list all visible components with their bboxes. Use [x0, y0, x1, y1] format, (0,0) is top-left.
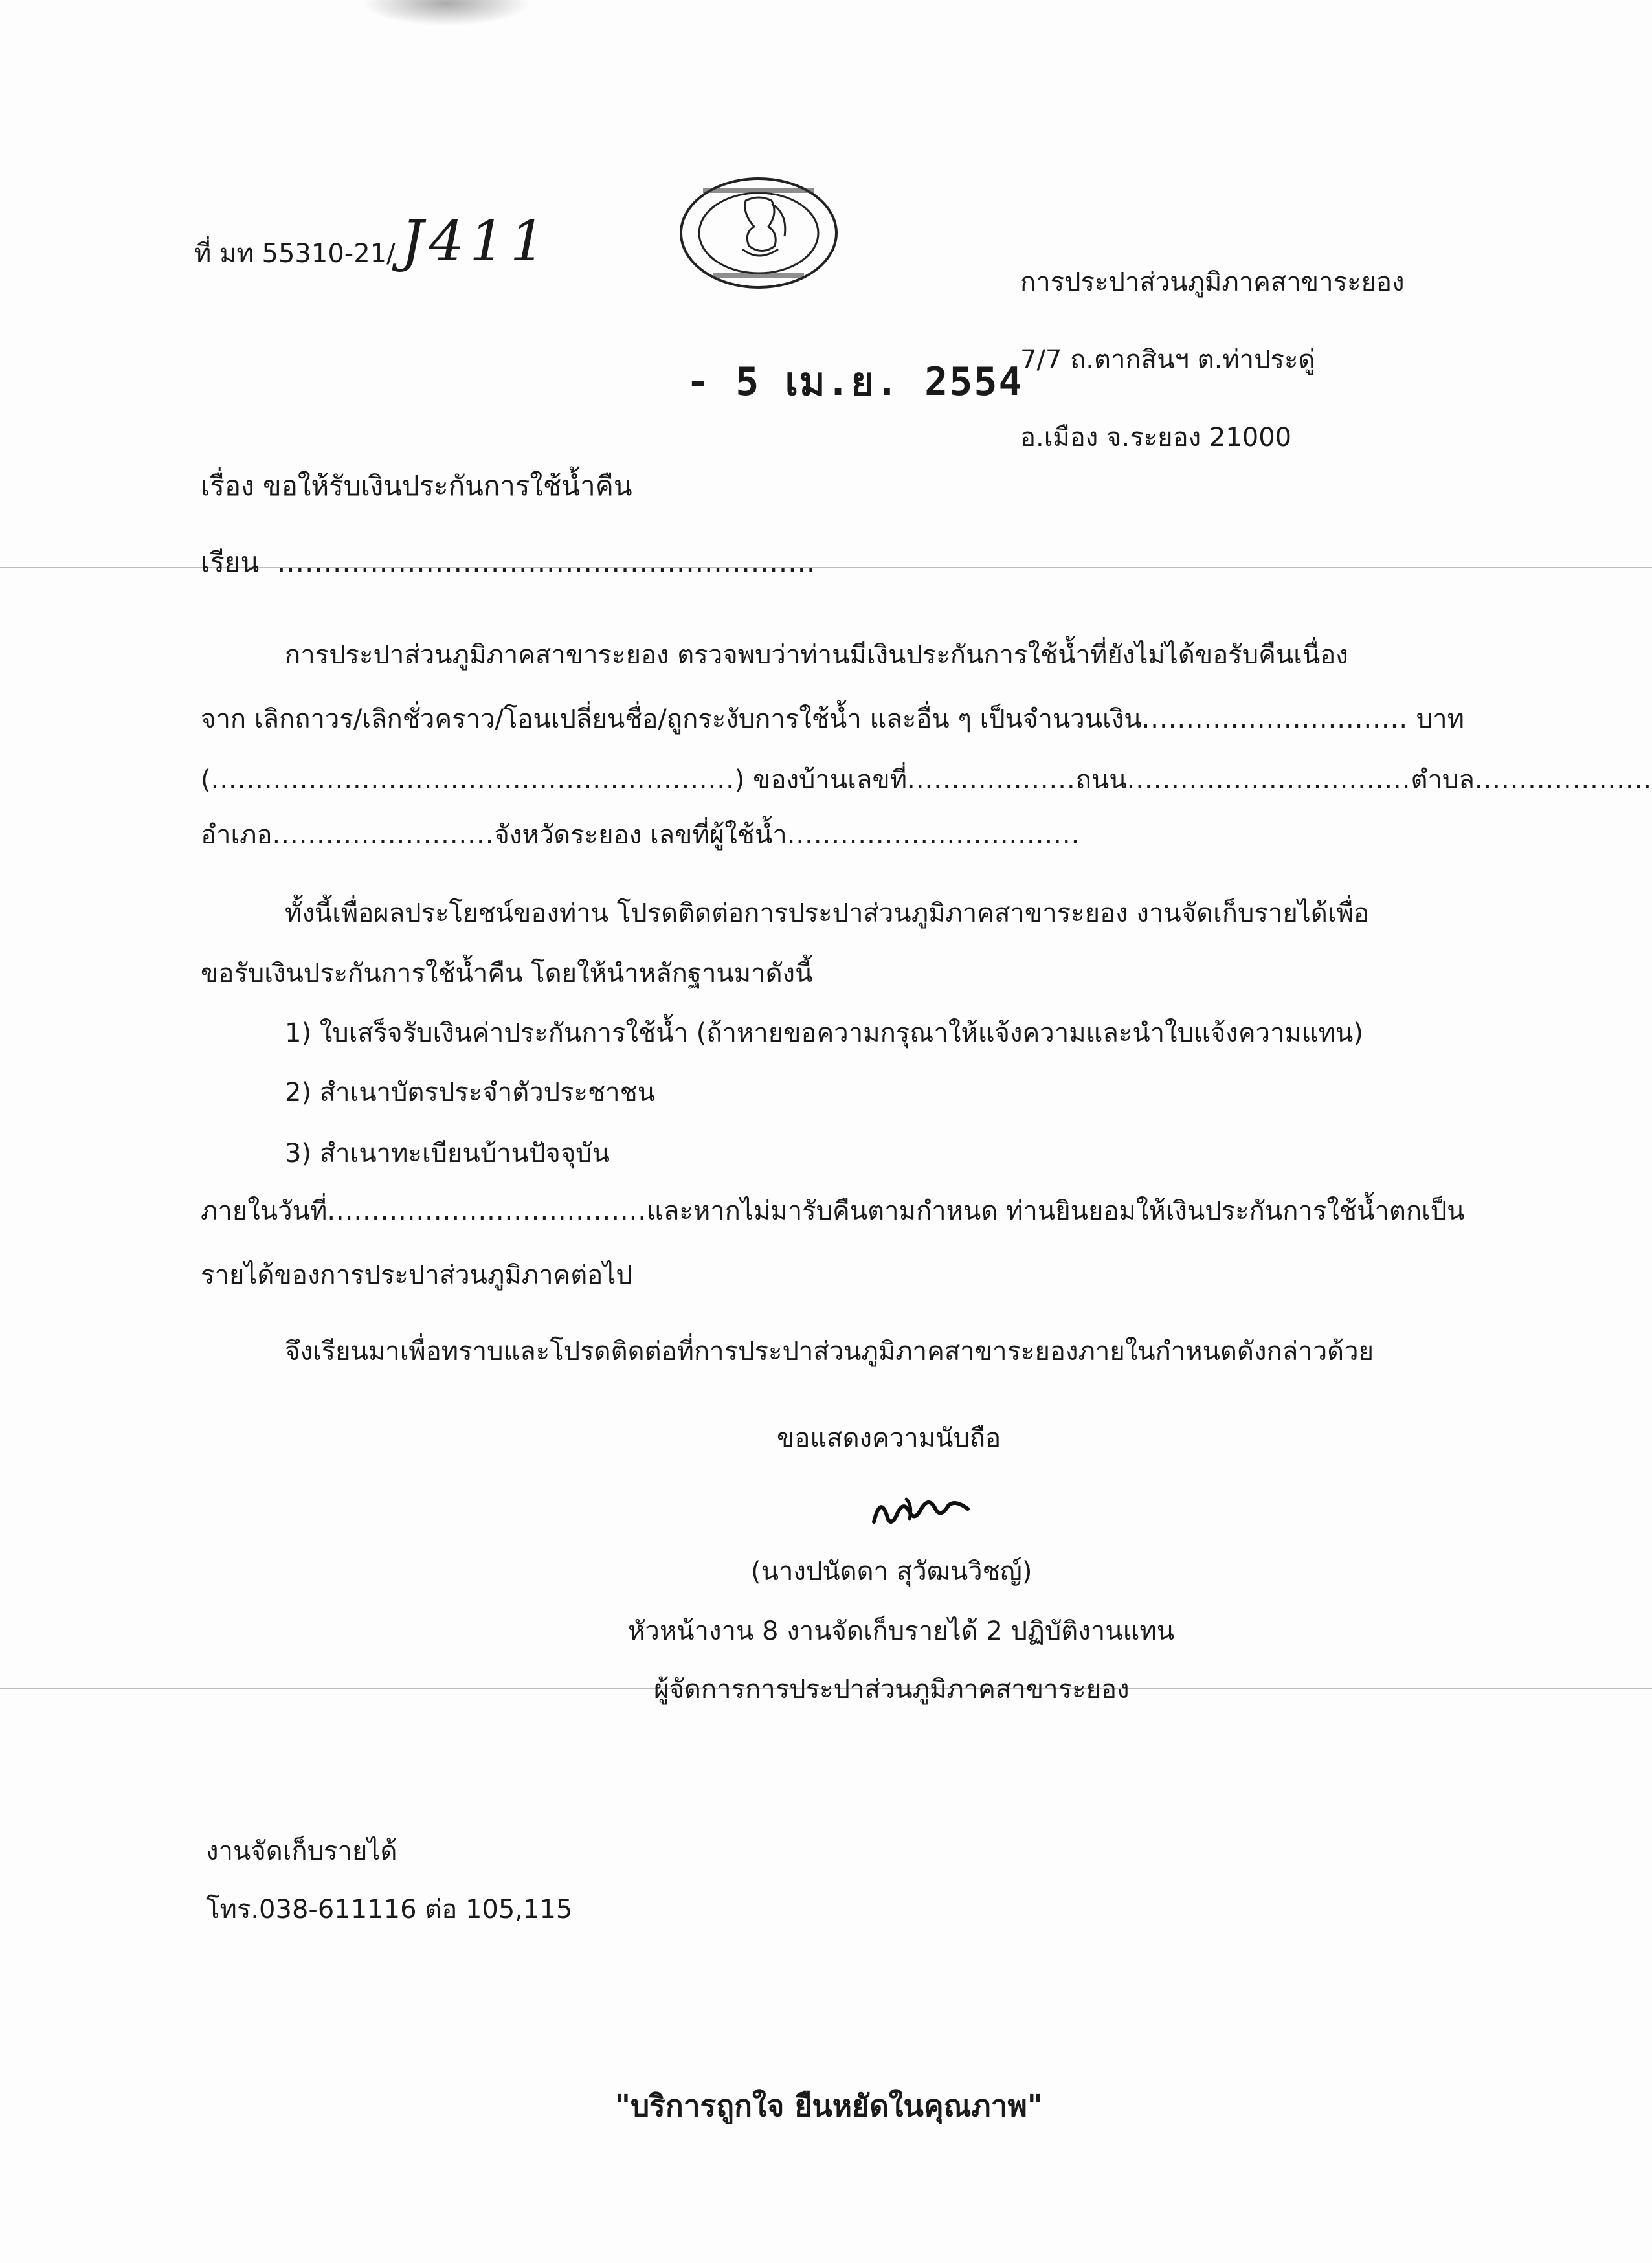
- amount-in-words-blank: ...........................................................: [210, 765, 735, 795]
- text-segment: ) ของบ้านเลขที่: [734, 765, 908, 795]
- sender-address-line-2: อ.เมือง จ.ระยอง 21000: [1020, 423, 1292, 452]
- text-segment: ภายในวันที่: [201, 1196, 328, 1226]
- text-segment: จาก เลิกถาวร/เลิกชั่วคราว/โอนเปลี่ยนชื่อ/ถูกระงับการใช้น้ำ และอื่น ๆ เป็นจำนวนเงิน: [201, 704, 1142, 734]
- contact-department: งานจัดเก็บรายได้: [206, 1836, 397, 1866]
- subdistrict-blank: ....................: [1474, 765, 1652, 795]
- scan-smudge: [363, 0, 531, 26]
- closing-salutation: ขอแสดงความนับถือ: [777, 1423, 1001, 1453]
- road-blank: ................................: [1126, 765, 1411, 795]
- signer-title-2: ผู้จัดการการประปาส่วนภูมิภาคสาขาระยอง: [654, 1675, 1130, 1704]
- customer-number-blank: .................................: [787, 820, 1080, 850]
- paragraph-1-line-2: [201, 706, 1464, 732]
- amount-blank: ..............................: [1141, 704, 1409, 734]
- text-segment: และหากไม่มารับคืนตามกำหนด ท่านยินยอมให้เงินประกันการใช้น้ำตกเป็น: [647, 1196, 1465, 1226]
- handwritten-signature: [867, 1486, 977, 1538]
- text-segment: บาท: [1416, 704, 1464, 734]
- sender-address-line-1: 7/7 ถ.ตากสินฯ ต.ท่าประดู่: [1020, 345, 1315, 375]
- recipient-line: [201, 546, 816, 578]
- paragraph-1-line-4: [201, 822, 1080, 848]
- paragraph-2-line-2: ขอรับเงินประกันการใช้น้ำคืน โดยให้นำหลักฐานมาดังนี้: [201, 959, 813, 988]
- signer-name: (นางปนัดดา สุวัฒนวิชญ์): [751, 1557, 1032, 1587]
- document-item-2: 2) สำเนาบัตรประจำตัวประชาชน: [285, 1078, 656, 1108]
- subject-line: เรื่อง ขอให้รับเงินประกันการใช้น้ำคืน: [201, 470, 632, 502]
- recipient-blank: ..........................................................: [267, 546, 816, 578]
- deadline-date-blank: ....................................: [327, 1196, 647, 1226]
- document-item-3: 3) สำเนาทะเบียนบ้านปัจจุบัน: [285, 1139, 610, 1168]
- reference-number-handwritten: J411: [401, 209, 551, 274]
- sender-org-name: การประปาส่วนภูมิภาคสาขาระยอง: [1020, 267, 1405, 297]
- text-segment: อำเภอ: [201, 820, 273, 850]
- reference-number-prefix: ที่ มท 55310-21/: [194, 239, 396, 269]
- signer-title-1: หัวหน้างาน 8 งานจัดเก็บรายได้ 2 ปฏิบัติงานแทน: [628, 1616, 1175, 1646]
- date-stamp: - 5 เม.ย. 2554: [686, 359, 1023, 405]
- sender-address-block: [1020, 243, 1405, 476]
- house-number-blank: ...................: [907, 765, 1076, 795]
- document-item-1: 1) ใบเสร็จรับเงินค่าประกันการใช้น้ำ (ถ้าหายขอความกรุณาให้แจ้งความและนำใบแจ้งความแทน): [285, 1018, 1363, 1048]
- text-segment: จังหวัดระยอง เลขที่ผู้ใช้น้ำ: [494, 820, 787, 850]
- paragraph-4: จึงเรียนมาเพื่อทราบและโปรดติดต่อที่การประปาส่วนภูมิภาคสาขาระยองภายในกำหนดดังกล่าวด้วย: [285, 1337, 1374, 1366]
- recipient-label: เรียน: [201, 546, 260, 578]
- slogan: "บริการถูกใจ ยืนหยัดในคุณภาพ": [615, 2088, 1043, 2123]
- text-segment: (: [201, 765, 211, 795]
- contact-phone: โทร.038-611116 ต่อ 105,115: [206, 1895, 573, 1924]
- paragraph-1-line-3: [201, 767, 1652, 793]
- paragraph-3-line-1: [201, 1198, 1464, 1224]
- paragraph-2-line-1: ทั้งนี้เพื่อผลประโยชน์ของท่าน โปรดติดต่อการประปาส่วนภูมิภาคสาขาระยอง งานจัดเก็บรายได้เพื่อ: [285, 898, 1369, 928]
- district-blank: .........................: [272, 820, 495, 850]
- paragraph-1-line-1: การประปาส่วนภูมิภาคสาขาระยอง ตรวจพบว่าท่านมีเงินประกันการใช้น้ำที่ยังไม่ได้ขอรับคืนเนื่อง: [285, 640, 1348, 670]
- text-segment: ตำบล: [1411, 765, 1475, 795]
- text-segment: ถนน: [1075, 765, 1127, 795]
- pwa-seal-logo: [675, 175, 843, 291]
- paragraph-3-line-2: รายได้ของการประปาส่วนภูมิภาคต่อไป: [201, 1260, 632, 1290]
